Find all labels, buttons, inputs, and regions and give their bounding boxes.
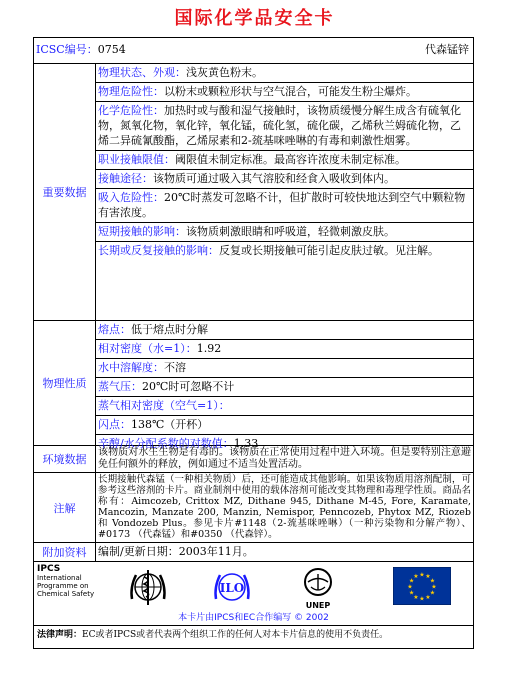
item-text: 加热时或与酸和湿气接触时，该物质缓慢分解生成含有硫氧化物，氮氧化物，氧化锌，氧化锰，硫化氢，硫化碳，乙烯秋兰姆硫化物，乙烯二异硫氰酸酯，乙烯尿素和2-巯基咪唑啉的有毒和刺激性烟雾。 [98,104,461,147]
card-header [34,38,473,64]
physical-item [96,359,473,378]
section-label-important: 重要数据 [34,64,96,320]
ipcs-abbr: IPCS [37,564,61,574]
eu-star-icon: ★ [413,593,419,601]
item-key: 吸入危险性： [98,191,164,204]
chemical-name: 代森锰锌 [425,43,469,56]
item-key: 闪点： [98,418,131,431]
icsc-number [36,38,126,61]
item-text: 阈限值未制定标准。最高容许浓度未制定标准。 [175,153,406,166]
physical-item [96,416,473,435]
section-label-physical: 物理性质 [34,321,96,445]
item-text: 20℃时蒸发可忽略不计，但扩散时可较快地达到空气中颗粒物有害浓度。 [98,191,466,219]
physical-item [96,378,473,397]
eu-star-icon: ★ [429,589,436,597]
icsc-value: 0754 [97,43,126,56]
physical-item [96,340,473,359]
section-label-environment: 环境数据 [34,446,96,472]
section-important [34,64,473,321]
item-key: 物理危险性： [98,85,164,98]
environment-text: 该物质对水生生物是有毒的。该物质在正常使用过程中进入环境。但是要特别注意避免任何额外的释放，例如通过不适当处置活动。 [98,447,471,470]
unep-logo [296,565,340,611]
item-text: 浅灰黄色粉末。 [186,66,263,79]
item-text: 反复或长期接触可能引起皮肤过敏。见注解。 [219,244,439,257]
additional-content [96,543,473,561]
item-key: 物理状态、外观： [98,66,186,79]
environment-content [96,446,473,472]
eu-star-icon: ★ [413,573,419,581]
important-item [96,151,473,170]
eu-star-icon: ★ [419,571,425,579]
item-text: 该物质可通过吸入其气溶胶和经食入吸收到体内。 [153,172,395,185]
ilo-text: ILO [219,581,245,595]
physical-item [96,321,473,340]
physical-content [96,321,473,450]
who-logo [126,565,170,609]
notes-text: 长期接触代森锰（一种相关物质）后，还可能造成其他影响。如果该物质用溶剂配制，可参考这些溶剂的卡片。商业制剂中使用的载体溶剂可能改变其物理和毒理学性质。商品名称有：Aimcozeb, Crittox MZ, Dithane 945, Dithane M-45, Fore, Karamate, Mancozin, Manzate 200, Manzin, Nemispor, Penncozeb, Phytox MZ, Riozeb和 Vondozeb Plus。参见卡片#1148（2-巯基咪唑啉）（一种污染物和分解产物）、#0173 （代森锰）和#0350 （代森锌）。 [98,474,471,540]
card-title: 国际化学品安全卡 [174,8,335,29]
section-label-notes: 注解 [34,473,96,542]
item-key: 水中溶解度： [98,361,164,374]
icsc-label: ICSC编号： [36,43,98,56]
item-key: 熔点： [98,323,131,336]
item-text: 1.33 [233,437,259,450]
section-additional [34,543,473,562]
item-key: 短期接触的影响： [98,225,186,238]
item-key: 蒸气压： [98,380,142,393]
item-text: 不溶 [164,361,186,374]
important-item [96,189,473,223]
eu-star-icon: ★ [431,583,437,591]
additional-text: 编制/更新日期：2003年11月。 [98,545,254,558]
important-content [96,64,473,320]
item-text: 20℃时可忽略不计 [142,380,235,393]
important-item [96,170,473,189]
item-text: 低于熔点时分解 [131,323,208,336]
eu-star-icon: ★ [419,595,425,603]
important-item [96,242,473,260]
item-key: 相对密度（水=1）： [98,342,197,355]
section-environment [34,446,473,473]
section-label-additional: 附加资料 [34,543,96,561]
eu-star-icon: ★ [425,593,431,601]
eu-star-icon: ★ [425,573,431,581]
eu-star-icon: ★ [407,583,413,591]
physical-item [96,397,473,416]
important-item [96,83,473,102]
legal-notice [37,629,471,641]
ipcs-logo [37,565,94,598]
credit-text: 本卡片由IPCS和EC合作编写 © 2002 [178,613,329,623]
item-text: 138℃（开杯） [131,418,209,431]
item-key: 接触途径： [98,172,153,185]
section-notes [34,473,473,543]
item-key: 辛醇/水分配系数的对数值： [98,437,234,450]
ipcs-full-line: International [37,574,82,582]
item-key: 职业接触限值： [98,153,175,166]
safety-card [33,37,474,649]
item-text: 该物质刺激眼睛和呼吸道，轻微刺激皮肤。 [186,225,395,238]
eu-star-icon: ★ [408,589,415,597]
notes-content [96,473,473,542]
logo-band [34,562,473,626]
important-item [96,64,473,83]
item-text: 以粉末或颗粒形状与空气混合，可能发生粉尘爆炸。 [164,85,417,98]
legal-label: 法律声明： [37,630,83,640]
section-physical [34,321,473,450]
item-key: 蒸气相对密度（空气=1）： [98,399,230,412]
eu-star-icon: ★ [408,577,415,585]
important-item [96,223,473,242]
legal-text: EC或者IPCS或者代表两个组织工作的任何人对本卡片信息的使用不负责任。 [82,630,389,640]
eu-logo [393,567,451,605]
item-key: 化学危险性： [98,104,164,117]
unep-text: UNEP [305,601,331,610]
ipcs-full-line: Programme on [37,582,89,590]
ilo-logo [210,565,254,609]
item-key: 长期或反复接触的影响： [98,244,219,257]
eu-star-icon: ★ [429,577,436,585]
important-item [96,102,473,151]
ipcs-full-line: Chemical Safety [37,590,95,598]
item-text: 1.92 [196,342,222,355]
